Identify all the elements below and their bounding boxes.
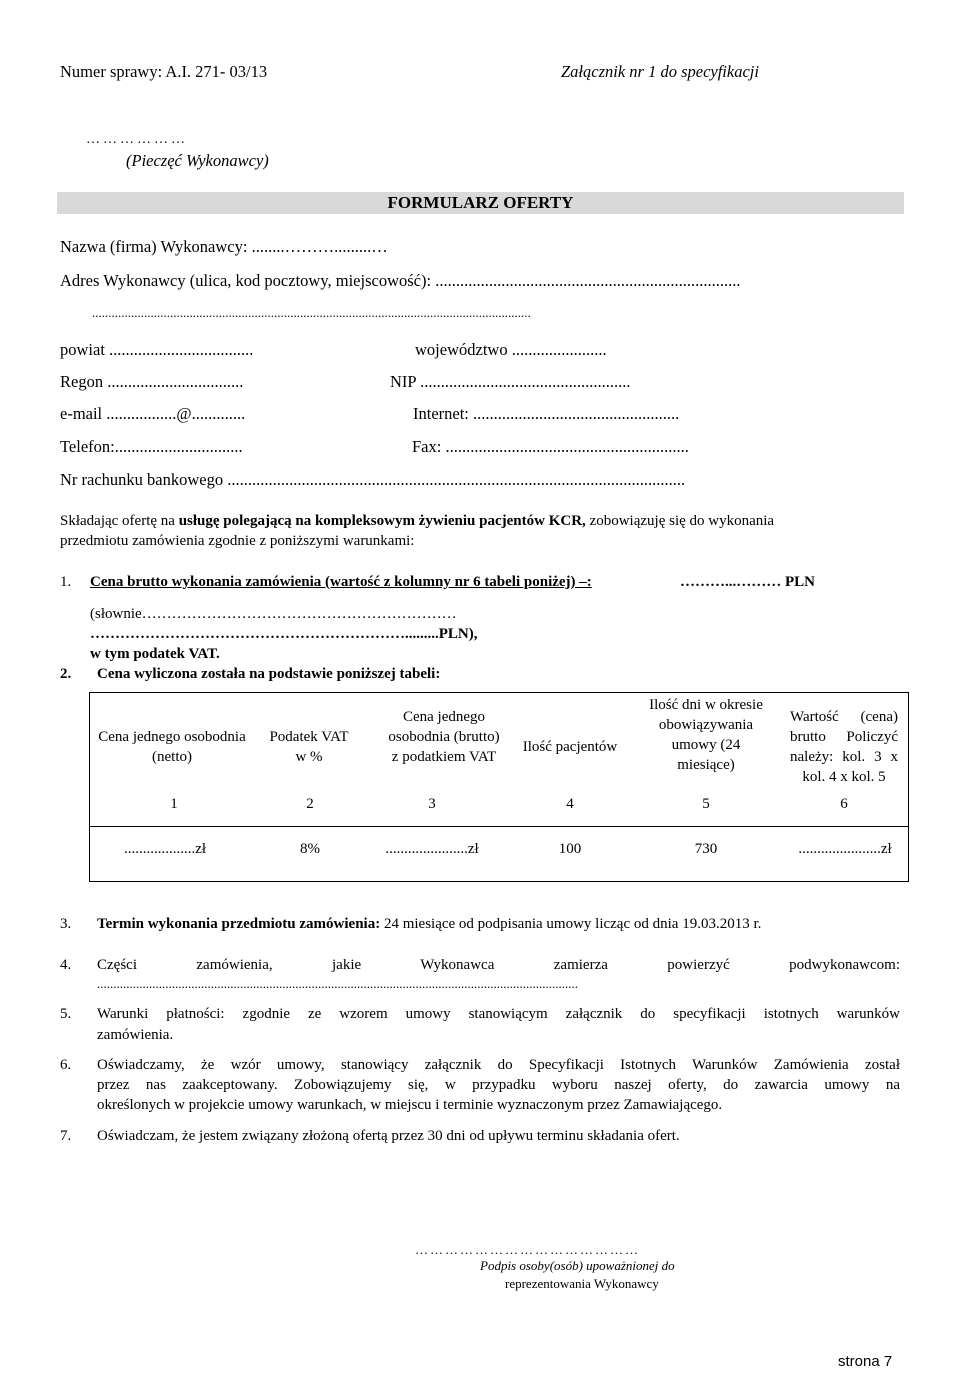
item7-number: 7. [60, 1128, 72, 1144]
item3-number: 3. [60, 916, 72, 932]
item1-vat-note: w tym podatek VAT. [90, 646, 220, 662]
table-header-days: Ilość dni w okresie obowiązywania umowy (24 miesiące) [649, 697, 763, 773]
col-number-3: 3 [428, 796, 436, 812]
value-days: 730 [694, 841, 718, 857]
table-header-brutto: Cena jednego osobodnia (brutto) z podatkiem VAT [388, 709, 500, 765]
item3-rest: 24 miesiące od podpisania umowy licząc od dnia 19.03.2013 r. [380, 916, 762, 932]
item1-number: 1. [60, 574, 72, 590]
value-brutto-field[interactable]: ......................zł [385, 841, 479, 857]
internet-field[interactable]: Internet: .................................................. [413, 404, 680, 423]
value-netto-field[interactable]: ...................zł [123, 841, 207, 857]
item1-words-line2[interactable]: ……………………………………………………….........PLN), [90, 626, 478, 642]
item1-words-field[interactable]: (słownie……………………………………………………… [90, 606, 457, 622]
telefon-field[interactable]: Telefon:............................... [60, 437, 243, 456]
nip-field[interactable]: NIP ................................................... [390, 372, 631, 391]
col-number-1: 1 [170, 796, 178, 812]
item5-line1: Warunki płatności: zgodnie ze wzorem umowy stanowiącym załącznik do specyfikacji istotnych warunków [97, 1006, 900, 1022]
email-field[interactable]: e-mail .................@............. [60, 404, 246, 423]
contractor-address-continuation[interactable]: ....................................................................................................................................... [92, 305, 531, 320]
item6-line3: określonych w projekcie umowy warunkach, w miejscu i terminie wyznaczonym przez Zamawiającego. [97, 1097, 723, 1113]
item1-label: Cena brutto wykonania zamówienia (wartość z kolumny nr 6 tabeli poniżej) –: [90, 574, 592, 590]
contractor-address-field[interactable]: Adres Wykonawcy (ulica, kod pocztowy, miejscowość): .......................................................................... [60, 271, 741, 290]
item3-text [97, 916, 761, 933]
intro-service: usługę polegającą na kompleksowym żywieniu pacjentów KCR, [178, 513, 586, 529]
bank-account-field[interactable]: Nr rachunku bankowego ............................................................................................................... [60, 470, 686, 489]
item4-text: Części zamówienia, jakie Wykonawca zamierza powierzyć podwykonawcom: [97, 957, 900, 973]
item6-line2: przez nas zaakceptowany. Zobowiązujemy się, w przypadku wyboru naszej oferty, do zawarcia umowy na [97, 1077, 900, 1093]
col-number-2: 2 [306, 796, 314, 812]
item5-number: 5. [60, 1006, 72, 1022]
signature-label-2: reprezentowania Wykonawcy [505, 1276, 659, 1291]
item1-price-field[interactable]: ………...……… PLN [680, 574, 815, 590]
form-title-bar [57, 192, 904, 214]
value-vat: 8% [300, 841, 320, 857]
price-table [89, 692, 909, 882]
contractor-name-field[interactable]: Nazwa (firma) Wykonawcy: ........……….........… [60, 237, 388, 256]
col-number-5: 5 [702, 796, 710, 812]
powiat-field[interactable]: powiat ................................... [60, 340, 254, 359]
value-patients: 100 [558, 841, 582, 857]
col-number-6: 6 [840, 796, 848, 812]
item3-label: Termin wykonania przedmiotu zamówienia: [97, 916, 381, 932]
table-header-patients: Ilość pacjentów [522, 739, 618, 755]
intro-part2: zobowiązuję się do wykonania [585, 513, 775, 529]
fax-field[interactable]: Fax: ........................................................... [412, 437, 689, 456]
value-total-field[interactable]: ......................zł [798, 841, 892, 857]
item4-number: 4. [60, 957, 72, 973]
item6-line1: Oświadczamy, że wzór umowy, stanowiący załącznik do Specyfikacji Istotnych Warunków Zamówienia został [97, 1057, 900, 1073]
signature-field[interactable]: ……………………………………… [415, 1242, 640, 1257]
stamp-dots: ……………… [86, 132, 188, 147]
table-divider [90, 826, 908, 827]
item2-number: 2. [60, 666, 72, 682]
table-header-netto: Cena jednego osobodnia (netto) [98, 729, 246, 765]
table-header-value: Wartość (cena) brutto Policzyć należy: kol. 3 x kol. 4 x kol. 5 [790, 709, 898, 785]
table-header-vat: Podatek VAT w % [269, 729, 349, 765]
attachment-label: Załącznik nr 1 do specyfikacji [561, 62, 759, 81]
item6-number: 6. [60, 1057, 72, 1073]
regon-field[interactable]: Regon ................................. [60, 372, 244, 391]
item5-line2: zamówienia. [97, 1027, 174, 1043]
stamp-label: (Pieczęć Wykonawcy) [126, 151, 269, 170]
intro-part1: Składając ofertę na [60, 513, 179, 529]
form-title: FORMULARZ OFERTY [387, 193, 574, 212]
item7-text: Oświadczam, że jestem związany złożoną ofertą przez 30 dni od upływu terminu składania ofert. [97, 1128, 680, 1144]
col-number-4: 4 [566, 796, 574, 812]
item4-subcontract-field[interactable]: .................................................................................................................................................... [97, 976, 578, 991]
wojewodztwo-field[interactable]: województwo ....................... [415, 340, 607, 359]
intro-line-1 [60, 513, 774, 530]
case-number: Numer sprawy: A.I. 271- 03/13 [60, 62, 268, 81]
item2-label: Cena wyliczona została na podstawie poniższej tabeli: [97, 666, 441, 682]
intro-line-2: przedmiotu zamówienia zgodnie z poniższymi warunkami: [60, 533, 415, 549]
signature-label-1: Podpis osoby(osób) upoważnionej do [480, 1258, 675, 1273]
page-number: strona 7 [838, 1353, 893, 1370]
